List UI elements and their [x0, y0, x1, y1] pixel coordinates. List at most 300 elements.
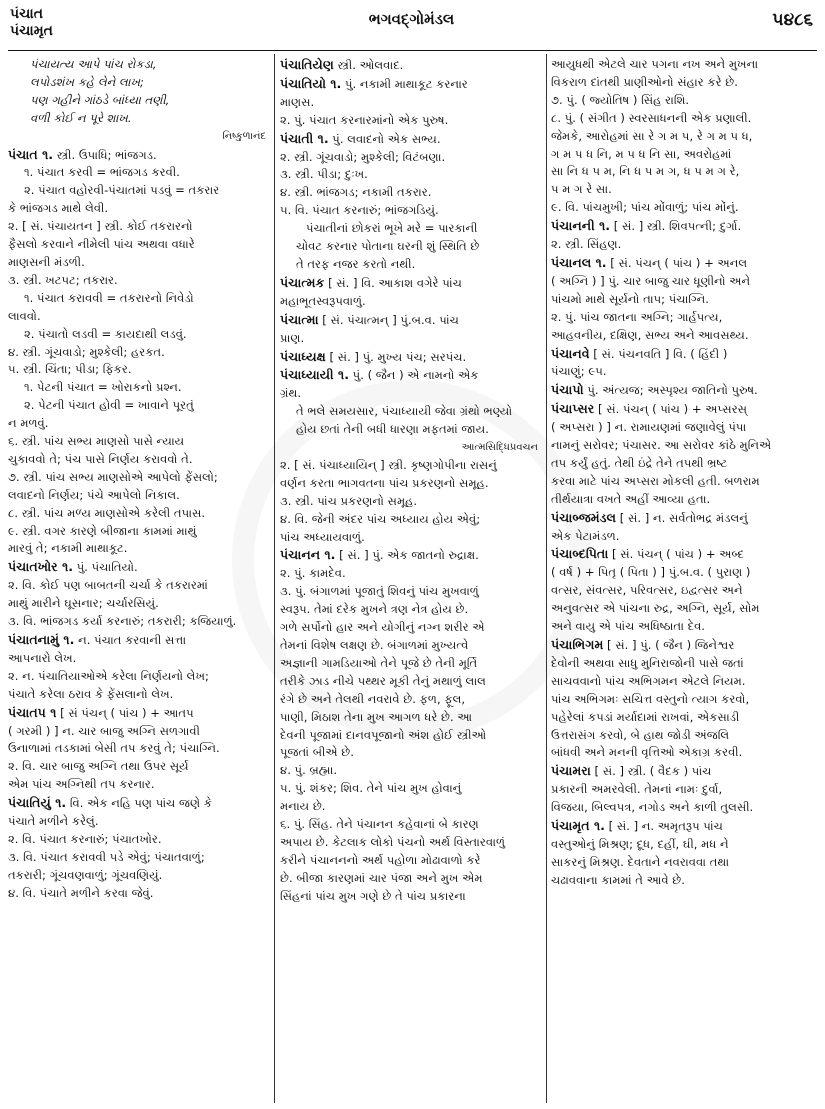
text-line — [8, 758, 270, 776]
definition-text: ૨. પું. પાંચ જાતના અગ્નિ; ગાર્હપત્ય, — [551, 309, 723, 324]
headword: પંચાતખોર ૧. — [8, 559, 74, 575]
entry-line — [280, 366, 542, 385]
text-line — [8, 218, 270, 236]
column-1 — [8, 56, 270, 1102]
text-line — [8, 540, 270, 558]
definition-text: ૫. પું. શંકર; શિવ. તેને પાંચ મુખ હોવાનું — [280, 781, 462, 796]
definition-text: પહેરેલાં કપડાં મર્યાદામાં રાખવાં, એકસાડી — [551, 709, 740, 724]
text-line — [551, 673, 817, 691]
definition-text: ૪. વિ. પંચાતે મળીને કરવા જેવું. — [8, 885, 154, 900]
text-line — [280, 529, 542, 547]
definition-text: માથું મારીને ઘૂસનાર; ચર્ચારસિયું. — [8, 596, 159, 611]
definition-text: ૫. વિ. પંચાત કરનારું; ભાંજગડિયું. — [280, 203, 439, 218]
text-line — [280, 601, 542, 619]
text-line — [8, 236, 270, 254]
text-line — [280, 256, 542, 274]
definition-text: પું. પંચાતિયો. — [73, 560, 138, 575]
text-line — [280, 637, 542, 655]
entry-line — [280, 130, 542, 149]
definition-text: વસ્તુઓનું મિશ્રણ; દૂધ, દહીં, ઘી, મધ ને — [551, 836, 729, 851]
definition-text: [ સં. ] પું. એક જાતનો રુદ્રાક્ષ. — [335, 548, 479, 563]
definition-text: તે ભલે સમયસાર, પંચાધ્યાયી જેવા ગ્રંથો ભણ્યો — [296, 404, 513, 419]
definition-text: તરીકે ઝાડ નીચે પથ્થર મૂકી તેનું મથાળું લાલ — [280, 673, 486, 688]
page-number: ૫૪૮૬ — [772, 10, 813, 30]
definition-text: ૬. પું. સિંહ. તેને પંચાનન કહેવાનાં બે કારણ — [280, 817, 479, 832]
definition-text: ગળે સર્પોનો હાર અને યોગીનું નગ્ન શરીર એ — [280, 620, 485, 635]
column-divider — [546, 54, 547, 1103]
definition-text: ૯. સ્ત્રી. વગર કારણે બીજાના કામમાં માથું — [8, 523, 197, 538]
text-line — [8, 433, 270, 451]
definition-text: સિંહનાં પાંચ મુખ ગણે છે તે પાંચ પ્રકારના — [280, 888, 466, 903]
entry-line — [551, 345, 817, 364]
definition-text: ઉનાળામાં તડકામાં બેસી તપ કરવું તે; પંચાગ્નિ. — [8, 741, 220, 756]
definition-text: કરીને પંચાનનનો અર્થ પહોળા મોઢાવાળો કરે — [280, 852, 481, 867]
definition-text: [ સં. પંચનવતિ ] વિ. ( હિંદી ) — [589, 346, 728, 361]
definition-text: પંચાતીનાં છોકરાં ભૂખે મરે = પારકાની — [306, 221, 478, 236]
text-line — [551, 781, 817, 799]
definition-text: સ્ત્રી. ઓલવાદ. — [333, 58, 404, 72]
headword: પંચાત ૧. — [8, 146, 54, 162]
definition-text: તીર્થયાત્રા વખતે અહીં આવ્યા હતા. — [551, 491, 711, 506]
text-line — [8, 397, 270, 415]
text-line — [280, 421, 542, 439]
text-line — [280, 439, 542, 457]
definition-text: ૩. વિ. ભાંજગડ કર્યા કરનારું; તકરારી; કજિયાળું. — [8, 614, 237, 629]
definition-text: લવાદનો નિર્ણય; પંચે આપેલો નિકાલ. — [8, 487, 180, 502]
entry-line — [8, 631, 270, 650]
text-line — [8, 290, 270, 308]
text-line — [551, 181, 817, 199]
text-line — [551, 872, 817, 890]
text-line — [280, 619, 542, 637]
text-line — [280, 888, 542, 906]
headword: પંચાભિગમ — [551, 637, 604, 652]
text-line — [280, 112, 542, 130]
text-line — [280, 330, 542, 348]
text-line — [551, 92, 817, 110]
definition-text: છે. બીજા કારણમાં ચાર પંજા અને મુખ એમ — [280, 870, 483, 885]
definition-text: ૬. સ્ત્રી. પાંચ સભ્ય માણસો પાસે ન્યાય — [8, 434, 185, 449]
definition-text: પું. ( જૈન ) એ નામનો એક — [348, 368, 479, 383]
text-line — [280, 403, 542, 421]
definition-text: અજ્ઞાની ગામડિયાઓ તેને પૂજે છે તેની મૂર્તિ — [280, 655, 478, 670]
text-line — [8, 182, 270, 200]
definition-text: એમ પાંચ અગ્નિથી તપ કરનાર. — [8, 777, 155, 792]
text-line — [551, 600, 817, 618]
definition-text: વળી કોઈ ન પૂરે શાખ. — [30, 110, 132, 125]
definition-text: ૩. સ્ત્રી. ખટપટ; તકરાર. — [8, 272, 118, 287]
text-line — [551, 199, 817, 217]
text-line — [280, 762, 542, 780]
entry-line — [551, 400, 817, 419]
definition-text: પણ ગહીને ગાંઠડે બાંધ્યા તણી, — [30, 92, 170, 107]
text-line — [8, 56, 270, 74]
text-line — [280, 238, 542, 256]
entry-line — [551, 217, 817, 236]
text-line — [551, 491, 817, 509]
headword: પંચાબ્દપિતા — [551, 546, 609, 562]
definition-text: ( ગરમી ) ] ન. ચાર બાજુ અગ્નિ સળગાવી — [8, 723, 200, 738]
definition-text: ફૈસલો કરવાને નીમેલી પાંચ અથવા વધારે — [8, 237, 195, 252]
definition-text: પંચાતે મળીને કરેલું. — [8, 814, 99, 829]
definition-text: પ્રાણ. — [280, 330, 305, 345]
definition-text: કરવા માટે પાંચ અપ્સરા મોકલી હતી. બળરામ — [551, 473, 760, 488]
column-3 — [551, 56, 817, 1102]
definition-text: ૨. સ્ત્રી. ગૂંચવાડો; મુશ્કેલી; વિટંબણા. — [280, 149, 446, 164]
definition-text: [ સં. પંચન્ ( પાંચ ) + અબ્દ — [608, 547, 744, 562]
text-line — [280, 798, 542, 816]
definition-text: [ સં. પંચન્ ( પાંચ ) + અનલ — [606, 255, 748, 270]
text-line — [8, 128, 270, 146]
definition-text: ગ્રંથ. — [280, 386, 302, 401]
page-title: ભગવદ્ગોમંડલ — [368, 10, 455, 28]
definition-text: ૪. સ્ત્રી. ગૂંચવાડો; મુશ્કેલી; હરકત. — [8, 344, 165, 359]
text-line — [8, 849, 270, 867]
text-line — [8, 668, 270, 686]
text-line — [551, 273, 817, 291]
definition-text: ઉત્તરાસંગ કરવો, બે હાથ જોડી અંજલિ — [551, 727, 730, 742]
definition-text: ૨. પેટની પંચાત હોવી = ખાવાને પૂરતું — [24, 398, 194, 413]
definition-text: તેમનાં વિશેષ લક્ષણ છે. બંગાળમાં મુખ્યત્વે — [280, 638, 469, 652]
text-line — [551, 163, 817, 181]
definition-text: મનાય છે. — [280, 799, 326, 814]
headword: પંચાબ્જમંડલ — [551, 509, 617, 525]
definition-text: ૨. પું. કામદેવ. — [280, 566, 346, 581]
text-line — [8, 740, 270, 758]
definition-text: ૨. [ સં. પંચાધ્યાયિન્ ] સ્ત્રી. કૃષ્ણગોપીના રાસનું — [280, 457, 497, 472]
headword: પંચાતિયો ૧. — [280, 75, 342, 91]
definition-text: ચુકાવવો તે; પંચ પાસે નિર્ણય કરાવવો તે. — [8, 451, 193, 466]
text-line — [551, 327, 817, 345]
definition-text: ગ મ પ ધ નિ, મ પ ધ નિ સા, અવરોહમાં — [551, 146, 732, 161]
headword: પંચામૃત ૧. — [551, 818, 605, 834]
definition-text: [ સં. ] ન. અમૃતરૂપ પાંચ — [604, 819, 723, 834]
entry-line — [551, 381, 817, 400]
text-line — [8, 469, 270, 487]
definition-text: ૨. ન. પંચાતિયાઓએ કરેલા નિર્ણયનો લેખ; — [8, 668, 209, 683]
text-line — [280, 744, 542, 762]
text-line — [8, 164, 270, 182]
text-line — [280, 385, 542, 403]
text-line — [280, 511, 542, 529]
text-line — [8, 867, 270, 885]
definition-text: ૨. સ્ત્રી. સિંહણ. — [551, 237, 622, 252]
entry-line — [551, 254, 817, 273]
headword: પંચાનન ૧. — [280, 547, 336, 563]
definition-text: વિકરાળ દાંતથી પ્રાણીઓનો સંહાર કરે છે. — [551, 74, 738, 89]
text-line — [280, 220, 542, 238]
definition-text: ૧. પંચાત કરવી = ભાંજગડ કરવી. — [24, 165, 180, 180]
text-line — [8, 344, 270, 362]
entry-line — [8, 794, 270, 813]
definition-text: ૪. સ્ત્રી. ભાંજગડ; નકામી તકરાર. — [280, 185, 432, 200]
definition-text: [ સં. ] વિ. આકાશ વગેરે પાંચ — [324, 275, 462, 290]
headword: પંચામરા — [551, 763, 591, 779]
definition-text: ૩. વિ. પંચાત કરાવવી પડે એવું; પંચાતવાળું; — [8, 849, 205, 864]
definition-text: તે તરફ નજર કરતો નથી. — [296, 256, 416, 271]
definition-text: આપનારો લેખ. — [8, 650, 77, 665]
text-line — [551, 744, 817, 762]
definition-text: ૨. પંચાત વહોરવી-પંચાતમાં પડવું = તકરાર — [24, 183, 220, 198]
definition-text: ( અગ્નિ ) ] પું. ચાર બાજુ ચાર ધૂણીનો અને — [551, 273, 751, 288]
text-line — [280, 457, 542, 475]
text-line — [8, 451, 270, 469]
definition-text: ૨. વિ. ચાર બાજુ અગ્નિ તથા ઉપર સૂર્ય — [8, 759, 189, 774]
text-line — [8, 487, 270, 505]
text-line — [551, 528, 817, 546]
definition-text: અને વાયુ એ પાંચ અધિષ્ઠાતા દેવ. — [551, 619, 705, 634]
text-line — [551, 56, 817, 74]
text-line — [8, 92, 270, 110]
column-divider — [274, 54, 275, 1103]
text-line — [280, 834, 542, 852]
headword: પંચાનલ ૧. — [551, 254, 607, 270]
definition-text: વિજયા, બિલ્વપત્ર, નગોડ અને કાળી તુલસી. — [551, 800, 754, 815]
text-line — [8, 813, 270, 831]
text-line — [280, 870, 542, 888]
headword: પંચાપો — [551, 382, 584, 398]
text-line — [280, 293, 542, 311]
definition-text: પાંચ અભિગમઃ સચિત્ત વસ્તુનો ત્યાગ કરવો, — [551, 691, 750, 706]
entry-line — [280, 348, 542, 367]
text-line — [8, 415, 270, 433]
definition-text: પાંચમો માથે સૂર્યનો તાપ; પંચાગ્નિ. — [551, 291, 709, 306]
text-line — [551, 236, 817, 254]
headword: પંચાપ્સર — [551, 401, 595, 417]
text-line — [551, 727, 817, 745]
guide-word-first: પંચાત — [10, 6, 43, 22]
text-line — [280, 166, 542, 184]
text-line — [8, 650, 270, 668]
text-line — [280, 493, 542, 511]
entry-line — [8, 146, 270, 165]
definition-text: લાવવો. — [8, 308, 41, 323]
text-line — [280, 202, 542, 220]
text-line — [8, 577, 270, 595]
guide-word-last: પંચામૃત — [10, 23, 53, 39]
text-line — [8, 885, 270, 903]
definition-text: અપાય છે. કેટલાક લોકો પંચનો અર્થ વિસ્તારવાળું — [280, 834, 505, 849]
headword: પંચાતનામું ૧. — [8, 632, 75, 647]
definition-text: ચોવટ કરનાર પોતાના ઘરની શું સ્થિતિ છે — [296, 239, 480, 254]
definition-text: રંગે છે અને તેલથી નવરાવે છે. ફળ, ફૂલ, — [280, 691, 466, 706]
text-line — [8, 723, 270, 741]
definition-text: ચઢાવવાના કામમાં તે આવે છે. — [551, 872, 685, 887]
definition-text: ન. પંચાત કરવાની સત્તા — [74, 633, 187, 647]
text-line — [8, 361, 270, 379]
definition-text: ૫. સ્ત્રી. ચિંતા; પીડા; ફિકર. — [8, 362, 132, 377]
definition-text: પું. નકામી માથાકૂટ કરનાર — [341, 76, 468, 91]
definition-text: માણસની મંડળી. — [8, 254, 85, 269]
text-line — [551, 854, 817, 872]
definition-text: વિ. એક નહિ પણ પાંચ જણે કે — [66, 796, 212, 811]
text-line — [551, 473, 817, 491]
definition-text: [ સં. પંચન્ ( પાંચ ) + અપ્સરસ્ — [594, 402, 748, 417]
definition-text: તકરારી; ગૂંચવણવાળું; ગૂંચવણિયું. — [8, 867, 163, 882]
definition-text: પાંચ અધ્યાયવાળું. — [280, 529, 365, 544]
definition-text: બાંધવી અને મનની વૃત્તિઓ એકાગ્ર કરવી. — [551, 745, 743, 760]
definition-text: પંચાતે કરેલા ઠરાવ કે ફેંસલાનો લેખ. — [8, 686, 174, 701]
entry-line — [280, 56, 542, 75]
text-line — [280, 565, 542, 583]
text-line — [8, 200, 270, 218]
definition-text: ન મળવું. — [8, 416, 49, 431]
entry-line — [8, 558, 270, 577]
headword: પંચાનવે — [551, 345, 590, 361]
headword: પંચાધ્યાયી ૧. — [280, 367, 349, 383]
definition-text: ૨. પંચાતો લડવી = કાયદાથી લડવું. — [24, 326, 187, 341]
text-line — [280, 673, 542, 691]
text-line — [8, 686, 270, 704]
definition-text: માણસ. — [280, 94, 315, 109]
definition-text: ૪. પું. બ્રહ્મા. — [280, 763, 338, 778]
text-line — [280, 655, 542, 673]
entry-line — [280, 546, 542, 565]
definition-text: સાચવવાનો પાંચ અભિગમન એટલે નિયમ. — [551, 673, 746, 688]
text-line — [551, 691, 817, 709]
definition-text: ૨. પું. પંચાત કરનારમાંનો એક પુરુષ. — [280, 112, 449, 127]
headword: પંચાતપ ૧ — [8, 704, 57, 720]
definition-text: ૩. સ્ત્રી. પીડા; દુઃખ. — [280, 167, 368, 182]
entry-line — [8, 704, 270, 723]
text-line — [8, 110, 270, 128]
definition-text: ૨. [ સં. પંચાયતન ] સ્ત્રી. કોઈ તકરારનો — [8, 219, 193, 234]
definition-text: સાકરનું મિશ્રણ. દેવતાને નવરાવવા તથા — [551, 854, 730, 869]
text-line — [280, 709, 542, 727]
text-line — [8, 613, 270, 631]
definition-text: [ સં પંચન્ ( પાંચ ) + આતપ — [56, 705, 194, 720]
definition-text: ( વર્ષ ) + પિતૃ ( પિતા ) ] પું.બ.વ. ( પુરાણ ) — [551, 565, 751, 580]
definition-text: પંચાણું; ૯૫. — [551, 364, 607, 379]
definition-text: ૨. વિ. પંચાત કરનારું; પંચાતખોર. — [8, 831, 162, 846]
text-line — [280, 780, 542, 798]
text-line — [280, 184, 542, 202]
definition-text: ૨. વિ. કોઈ પણ બાબતની ચર્ચા કે તકરારમાં — [8, 578, 208, 593]
text-line — [551, 291, 817, 309]
definition-text: પ મ ગ રે સા. — [551, 182, 612, 197]
definition-text: એક પેટામંડળ. — [551, 528, 620, 543]
definition-text: [ સં. પંચાત્મન્ ] પું.બ.વ. પાંચ — [318, 312, 459, 327]
definition-text: [ સં. ] ન. સર્વતોભદ્ર મંડલનું — [616, 510, 748, 525]
definition-text: ૪. વિ. જેની અંદર પાંચ અધ્યાય હોય એવું; — [280, 511, 481, 526]
definition-text: ૯. વિ. પાંચમુખી; પાંચ મોંવાળું; પાંચ મોંનું. — [551, 200, 739, 215]
definition-text: નિષ્કુળાનંદ — [222, 130, 266, 142]
headword: પંચાધ્યક્ષ — [280, 348, 326, 364]
text-line — [551, 419, 817, 437]
definition-text: મારવું તે; નકામી માથાકૂટ. — [8, 541, 128, 556]
entry-line — [551, 817, 817, 836]
text-line — [8, 776, 270, 794]
definition-text: પંચાયત્ય આપે પાંચ રોકડા, — [30, 57, 157, 71]
text-line — [280, 727, 542, 745]
definition-text: પું. લવાદનો એક સભ્ય. — [328, 131, 441, 146]
definition-text: તપ કર્યું હતું. તેથી ઇંદ્રે તેને તપથી ભ્રષ્ટ — [551, 455, 728, 470]
text-line — [280, 94, 542, 112]
text-line — [280, 816, 542, 834]
definition-text: મહાભૂતસ્વરૂપવાળું. — [280, 293, 366, 308]
text-line — [8, 595, 270, 613]
headword: પંચાત્મક — [280, 274, 325, 290]
text-line — [280, 583, 542, 601]
text-line — [551, 799, 817, 817]
definition-text: ૧. પેટની પંચાત = ખોરાકનો પ્રશ્ન. — [24, 380, 182, 395]
definition-text: ૮. પું. ( સંગીત ) સ્વરસાધનની એક પ્રણાલી. — [551, 110, 752, 125]
definition-text: ૮. સ્ત્રી. પાંચ મળ્ય માણસોએ કરેલી તપાસ. — [8, 505, 206, 520]
text-line — [551, 564, 817, 582]
text-line — [280, 149, 542, 167]
entry-line — [551, 762, 817, 781]
entry-line — [280, 311, 542, 330]
text-line — [8, 505, 270, 523]
definition-text: વર્ણન કરતા ભાગવતના પાંચ પ્રકરણનો સમૂહ. — [280, 475, 489, 490]
column-2 — [280, 56, 542, 1102]
definition-text: ૩. પું. બંગાળમાં પૂજાતું શિવનું પાંચ મુખવાળું — [280, 584, 479, 599]
definition-text: ૩. સ્ત્રી. પાંચ પ્રકરણનો સમૂહ. — [280, 493, 418, 508]
text-line — [280, 475, 542, 493]
definition-text: [ સં. ] સ્ત્રી. શિવપત્ની; દુર્ગા. — [610, 219, 742, 234]
text-line — [8, 254, 270, 272]
definition-text: આયુધથી એટલે ચાર પગના નખ અને મુખના — [551, 57, 759, 71]
definition-text: નામનું સરોવર; પંચાસર. આ સરોવર કાંઠે મુનિએ — [551, 438, 772, 453]
text-line — [551, 709, 817, 727]
definition-text: ( અપ્સરા ) ] ન. રામાયણમાં જણાવેલું પંપા — [551, 420, 747, 435]
text-line — [8, 523, 270, 541]
headword: પંચાતિયેણ — [280, 57, 334, 72]
definition-text: પ્રકારની અમરવેલી. તેમનાં નામઃ દુર્વા, — [551, 782, 723, 797]
text-line — [8, 379, 270, 397]
definition-text: પું. અંત્યજ; અસ્પૃશ્ય જાતિનો પુરુષ. — [583, 383, 758, 398]
definition-text: આત્મસિદ્ધિપ્રવચન — [461, 442, 538, 454]
text-line — [551, 363, 817, 381]
definition-text: સ્વરૂપ. તેમાં દરેક મુખને ત્રણ નેત્ર હોય છે. — [280, 602, 469, 617]
text-line — [8, 74, 270, 92]
definition-text: વત્સર, સંવત્સર, પરિવત્સર, ઇદ્વત્સર અને — [551, 583, 743, 598]
headword: પંચાતી ૧. — [280, 130, 329, 146]
definition-text: જેમકે, આરોહમાં સા રે ગ મ પ, રે ગ મ પ ધ, — [551, 128, 753, 143]
definition-text: ૧. પંચાત કરાવવી = તકરારનો નિવેડો — [24, 290, 194, 305]
entry-line — [280, 274, 542, 293]
text-line — [8, 326, 270, 344]
text-line — [551, 128, 817, 146]
header-rule — [8, 50, 817, 51]
definition-text: ૭. સ્ત્રી. પાંચ સભ્ય માણસોએ આપેલો ફેંસલો; — [8, 469, 218, 484]
text-line — [8, 272, 270, 290]
definition-text: [ સં. ] પું. મુખ્ય પંચ; સરપંચ. — [325, 349, 467, 364]
headword: પંચાનની ૧. — [551, 218, 611, 234]
text-line — [551, 655, 817, 673]
page-header — [10, 6, 813, 50]
definition-text: દેવોની અથવા સાધુ મુનિરાજોની પાસે જતાં — [551, 655, 744, 670]
entry-line — [551, 509, 817, 528]
text-line — [551, 110, 817, 128]
text-line — [551, 836, 817, 854]
definition-text: દેવની પૂજામાં દાનવપૂજાનો અંશ હોઈ સ્ત્રીઓ — [280, 727, 487, 742]
definition-text: [ સં. ] સ્ત્રી. ( વૈદક ) પાંચ — [590, 764, 712, 779]
text-line — [551, 309, 817, 327]
text-line — [280, 691, 542, 709]
entry-line — [551, 636, 817, 655]
text-line — [8, 831, 270, 849]
definition-text: લપોડશંખ કહે લેને લાખ; — [30, 74, 144, 89]
text-line — [551, 74, 817, 92]
definition-text: [ સં. ] પું. ( જૈન ) જિનેશ્વર — [603, 638, 735, 652]
definition-text: સા નિ ધ પ મ, નિ ધ પ મ ગ, ધ પ મ ગ રે, — [551, 164, 740, 179]
headword: પંચાત્મા — [280, 311, 319, 327]
definition-text: હોય છતાં તેની બધી ધારણા મફતમાં જાય. — [296, 422, 489, 437]
text-line — [8, 308, 270, 326]
headword: પંચાતિયું ૧. — [8, 795, 67, 811]
text-line — [551, 146, 817, 164]
